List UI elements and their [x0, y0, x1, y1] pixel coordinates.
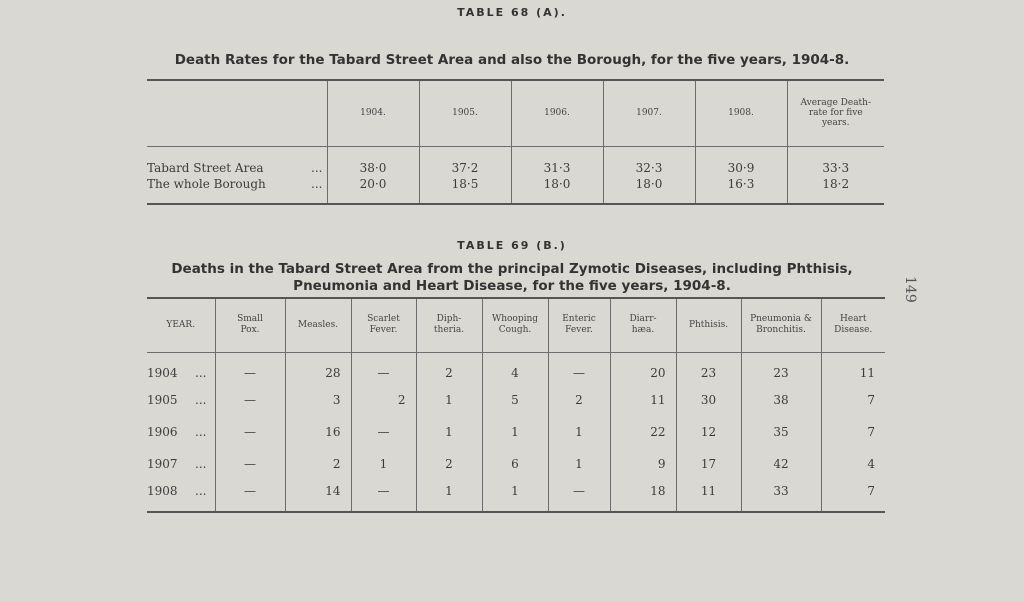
table-row [147, 480, 885, 512]
table-cell: 11 [610, 384, 676, 416]
year-label: 1904 [147, 366, 178, 381]
table-cell: 16 [285, 416, 351, 448]
table-cell: 17 [676, 448, 741, 480]
table-a-col-header: 1907. [603, 80, 695, 146]
table-cell: 6 [482, 448, 548, 480]
table-b-header-row [147, 298, 885, 352]
table-cell: 30·9 [695, 146, 787, 175]
table-cell: 33 [741, 480, 821, 512]
table-cell: 1 [416, 480, 482, 512]
table-cell: 11 [676, 480, 741, 512]
table-cell: 20·0 [327, 175, 419, 204]
table-b-col-header: Enteric Fever. [548, 298, 610, 352]
table-cell: 5 [482, 384, 548, 416]
table-cell: 28 [285, 352, 351, 384]
table-b-title-line2: Pneumonia and Heart Disease, for the five years, 1904-8. [293, 278, 731, 294]
table-cell: 1 [482, 416, 548, 448]
table-cell: 7 [821, 416, 885, 448]
table-cell: 37·2 [419, 146, 511, 175]
table-cell: 38·0 [327, 146, 419, 175]
table-cell: — [215, 480, 285, 512]
table-a-col-header: Average Death-rate for five years. [787, 80, 884, 146]
table-a-title: Death Rates for the Tabard Street Area and also the Borough, for the five years, 1904-8. [174, 52, 850, 68]
table-a-header-row [147, 80, 884, 146]
table-b-col-header: Measles. [285, 298, 351, 352]
table-cell: 14 [285, 480, 351, 512]
table-b-col-header: Diarr- hæa. [610, 298, 676, 352]
table-b-col-header: Scarlet Fever. [351, 298, 416, 352]
table-cell: 20 [610, 352, 676, 384]
leader-dots: ... [195, 483, 207, 498]
table-cell: 1 [482, 480, 548, 512]
table-b-col-header: YEAR. [166, 319, 196, 330]
table-b-col-header: Pneumonia & Bronchitis. [741, 298, 821, 352]
table-b-col-header: Phthisis. [676, 298, 741, 352]
leader-dots: ... [195, 393, 207, 407]
table-cell: — [215, 384, 285, 416]
table-cell: 1 [416, 416, 482, 448]
table-cell: 16·3 [695, 175, 787, 204]
table-cell: 9 [610, 448, 676, 480]
table-a-stub-header [147, 80, 327, 146]
table-cell: 32·3 [603, 146, 695, 175]
table-row [147, 448, 885, 480]
table-a-col-header: 1904. [327, 80, 419, 146]
table-cell: — [215, 416, 285, 448]
table-cell: 18·2 [787, 175, 884, 204]
table-row [147, 175, 884, 204]
year-label: 1908 [147, 483, 178, 498]
table-cell: 2 [416, 352, 482, 384]
table-cell: 4 [482, 352, 548, 384]
table-b [147, 297, 885, 513]
table-b-col-header: Small Pox. [215, 298, 285, 352]
table-a [147, 79, 884, 205]
year-label: 1906 [147, 425, 178, 439]
table-cell: 1 [548, 448, 610, 480]
table-cell: 18·0 [603, 175, 695, 204]
table-b-title-line1: Deaths in the Tabard Street Area from the principal Zymotic Diseases, including Phthisis, [171, 261, 853, 277]
table-a-caption: TABLE 68 (A). [457, 6, 567, 19]
row-label: Tabard Street Area [147, 160, 264, 175]
leader-dots: ... [311, 160, 323, 175]
table-cell: 33·3 [787, 146, 884, 175]
table-cell: — [215, 448, 285, 480]
table-cell: 23 [741, 352, 821, 384]
table-a-col-header: 1908. [695, 80, 787, 146]
row-label: The whole Borough [147, 177, 266, 191]
table-cell: 1 [416, 384, 482, 416]
leader-dots: ... [195, 366, 207, 381]
table-cell: 2 [351, 384, 416, 416]
table-cell: — [548, 352, 610, 384]
table-cell: 38 [741, 384, 821, 416]
table-cell: 31·3 [511, 146, 603, 175]
table-cell: 12 [676, 416, 741, 448]
table-row [147, 416, 885, 448]
table-row [147, 352, 885, 384]
table-b-caption: TABLE 69 (B.) [457, 239, 567, 252]
table-row [147, 146, 884, 175]
leader-dots: ... [311, 177, 323, 191]
table-b-col-header: Heart Disease. [821, 298, 885, 352]
year-label: 1905 [147, 393, 178, 407]
table-cell: 2 [548, 384, 610, 416]
leader-dots: ... [195, 457, 207, 471]
table-cell: 18·0 [511, 175, 603, 204]
table-cell: 30 [676, 384, 741, 416]
table-cell: 35 [741, 416, 821, 448]
leader-dots: ... [195, 425, 207, 439]
table-a-col-header: 1906. [511, 80, 603, 146]
table-b-col-header: Diph- theria. [416, 298, 482, 352]
table-cell: 11 [821, 352, 885, 384]
table-cell: 18·5 [419, 175, 511, 204]
table-cell: 1 [548, 416, 610, 448]
table-b-col-header: Whooping Cough. [482, 298, 548, 352]
table-cell: — [548, 480, 610, 512]
table-row [147, 384, 885, 416]
table-cell: 2 [416, 448, 482, 480]
table-cell: — [351, 416, 416, 448]
table-cell: 2 [285, 448, 351, 480]
table-cell: — [351, 352, 416, 384]
table-cell: 3 [285, 384, 351, 416]
table-cell: 4 [821, 448, 885, 480]
table-cell: 7 [821, 384, 885, 416]
table-a-col-header: 1905. [419, 80, 511, 146]
year-label: 1907 [147, 457, 178, 471]
table-cell: 23 [676, 352, 741, 384]
table-cell: 7 [821, 480, 885, 512]
table-cell: — [351, 480, 416, 512]
table-cell: 18 [610, 480, 676, 512]
table-cell: 42 [741, 448, 821, 480]
page-number: 149 [902, 276, 918, 303]
table-cell: — [215, 352, 285, 384]
table-cell: 1 [351, 448, 416, 480]
table-cell: 22 [610, 416, 676, 448]
